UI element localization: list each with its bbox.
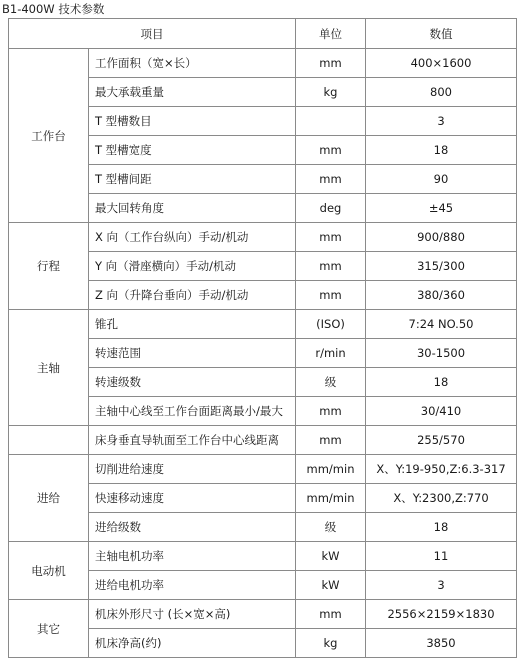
spec-table [8, 18, 517, 658]
unit-cell: deg [296, 194, 366, 223]
group-cell [9, 426, 89, 455]
value-cell: 800 [366, 78, 517, 107]
table-row [9, 310, 517, 339]
table-row [9, 600, 517, 629]
unit-cell: kg [296, 78, 366, 107]
table-row [9, 426, 517, 455]
item-cell: Z 向（升降台垂向）手动/机动 [89, 281, 296, 310]
header-item: 项目 [9, 19, 296, 49]
unit-cell: mm [296, 397, 366, 426]
table-row [9, 49, 517, 78]
unit-cell: (ISO) [296, 310, 366, 339]
item-cell: 转速级数 [89, 368, 296, 397]
group-cell: 工作台 [9, 49, 89, 223]
unit-cell: r/min [296, 339, 366, 368]
unit-cell: kW [296, 542, 366, 571]
item-cell: T 型槽间距 [89, 165, 296, 194]
header-value: 数值 [366, 19, 517, 49]
value-cell: 11 [366, 542, 517, 571]
group-cell: 其它 [9, 600, 89, 658]
table-header-row [9, 19, 517, 49]
header-unit: 单位 [296, 19, 366, 49]
unit-cell: mm [296, 165, 366, 194]
item-cell: 进给级数 [89, 513, 296, 542]
unit-cell: mm [296, 252, 366, 281]
group-cell: 行程 [9, 223, 89, 310]
value-cell: 30/410 [366, 397, 517, 426]
value-cell: 3 [366, 571, 517, 600]
item-cell: 主轴中心线至工作台面距离最小/最大 [89, 397, 296, 426]
table-row [9, 542, 517, 571]
unit-cell: mm/min [296, 484, 366, 513]
value-cell: 2556×2159×1830 [366, 600, 517, 629]
unit-cell [296, 107, 366, 136]
item-cell: 机床外形尺寸 (长×宽×高) [89, 600, 296, 629]
item-cell: 进给电机功率 [89, 571, 296, 600]
value-cell: 18 [366, 513, 517, 542]
unit-cell: 级 [296, 513, 366, 542]
item-cell: 主轴电机功率 [89, 542, 296, 571]
item-cell: 快速移动速度 [89, 484, 296, 513]
unit-cell: mm [296, 223, 366, 252]
unit-cell: mm [296, 600, 366, 629]
item-cell: 床身垂直导轨面至工作台中心线距离 [89, 426, 296, 455]
item-cell: 最大承载重量 [89, 78, 296, 107]
item-cell: 锥孔 [89, 310, 296, 339]
group-cell: 进给 [9, 455, 89, 542]
value-cell: 18 [366, 368, 517, 397]
value-cell: ±45 [366, 194, 517, 223]
unit-cell: mm [296, 136, 366, 165]
value-cell: 255/570 [366, 426, 517, 455]
unit-cell: kW [296, 571, 366, 600]
value-cell: 315/300 [366, 252, 517, 281]
value-cell: 380/360 [366, 281, 517, 310]
item-cell: Y 向（滑座横向）手动/机动 [89, 252, 296, 281]
item-cell: 切削进给速度 [89, 455, 296, 484]
item-cell: 最大回转角度 [89, 194, 296, 223]
value-cell: 18 [366, 136, 517, 165]
group-cell: 电动机 [9, 542, 89, 600]
unit-cell: kg [296, 629, 366, 658]
value-cell: X、Y:2300,Z:770 [366, 484, 517, 513]
unit-cell: 级 [296, 368, 366, 397]
item-cell: 工作面积（宽×长） [89, 49, 296, 78]
table-row [9, 455, 517, 484]
value-cell: 400×1600 [366, 49, 517, 78]
value-cell: 7:24 NO.50 [366, 310, 517, 339]
unit-cell: mm/min [296, 455, 366, 484]
item-cell: T 型槽数目 [89, 107, 296, 136]
value-cell: 30-1500 [366, 339, 517, 368]
value-cell: 3850 [366, 629, 517, 658]
item-cell: X 向（工作台纵向）手动/机动 [89, 223, 296, 252]
value-cell: 90 [366, 165, 517, 194]
item-cell: 机床净高(约) [89, 629, 296, 658]
document-title: B1-400W 技术参数 [2, 2, 105, 16]
group-cell: 主轴 [9, 310, 89, 426]
value-cell: 900/880 [366, 223, 517, 252]
item-cell: 转速范围 [89, 339, 296, 368]
value-cell: 3 [366, 107, 517, 136]
unit-cell: mm [296, 49, 366, 78]
value-cell: X、Y:19-950,Z:6.3-317 [366, 455, 517, 484]
item-cell: T 型槽宽度 [89, 136, 296, 165]
unit-cell: mm [296, 281, 366, 310]
unit-cell: mm [296, 426, 366, 455]
table-row [9, 223, 517, 252]
